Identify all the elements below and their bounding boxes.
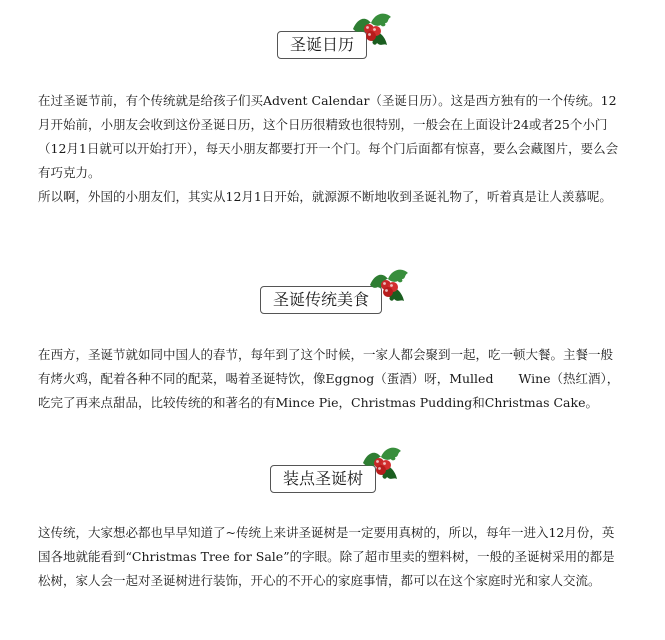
section-body-traditional-food: [38, 343, 623, 415]
holly-icon: [357, 443, 403, 483]
section-body-christmas-tree: [38, 521, 623, 593]
holly-icon: [347, 9, 393, 49]
holly-icon: [364, 265, 410, 305]
paragraph: 这传统，大家想必都也早早知道了~传统上来讲圣诞树是一定要用真树的，所以，每年一进入12月份，英国各地就能看到“Christmas Tree for Sale”的字眼。除了超市里卖的塑料树，一般的圣诞树采用的都是松树，家人会一起对圣诞树进行装饰，开心的不开心的家庭事情，都可以在这个家庭时光和家人交流。: [38, 525, 615, 588]
paragraph: 所以啊，外国的小朋友们，其实从12月1日开始，就源源不断地收到圣诞礼物了，听着真是让人羡慕呢。: [38, 189, 612, 204]
section-body-advent-calendar: [38, 89, 623, 209]
section-title-christmas-tree: 装点圣诞树: [270, 465, 376, 493]
section-title-advent-calendar: 圣诞日历: [277, 31, 367, 59]
paragraph: 在过圣诞节前，有个传统就是给孩子们买Advent Calendar（圣诞日历）。这是西方独有的一个传统。12月开始前，小朋友会收到这份圣诞日历，这个日历很精致也很特别，一般会在上面设计24或者25个小门（12月1日就可以开始打开），每天小朋友都要打开一个门。每个门后面都有惊喜，要么会藏图片，要么会有巧克力。: [38, 93, 619, 180]
paragraph: 在西方，圣诞节就如同中国人的春节，每年到了这个时候，一家人都会聚到一起，吃一顿大餐。主餐一般有烤火鸡，配着各种不同的配菜，喝着圣诞特饮，像Eggnog（蛋酒）呀，Mulled Wine（热红酒），吃完了再来点甜品，比较传统的和著名的有Mince Pie，Christmas Pudding和Christmas Cake。: [38, 347, 620, 410]
section-title-traditional-food: 圣诞传统美食: [260, 286, 382, 314]
